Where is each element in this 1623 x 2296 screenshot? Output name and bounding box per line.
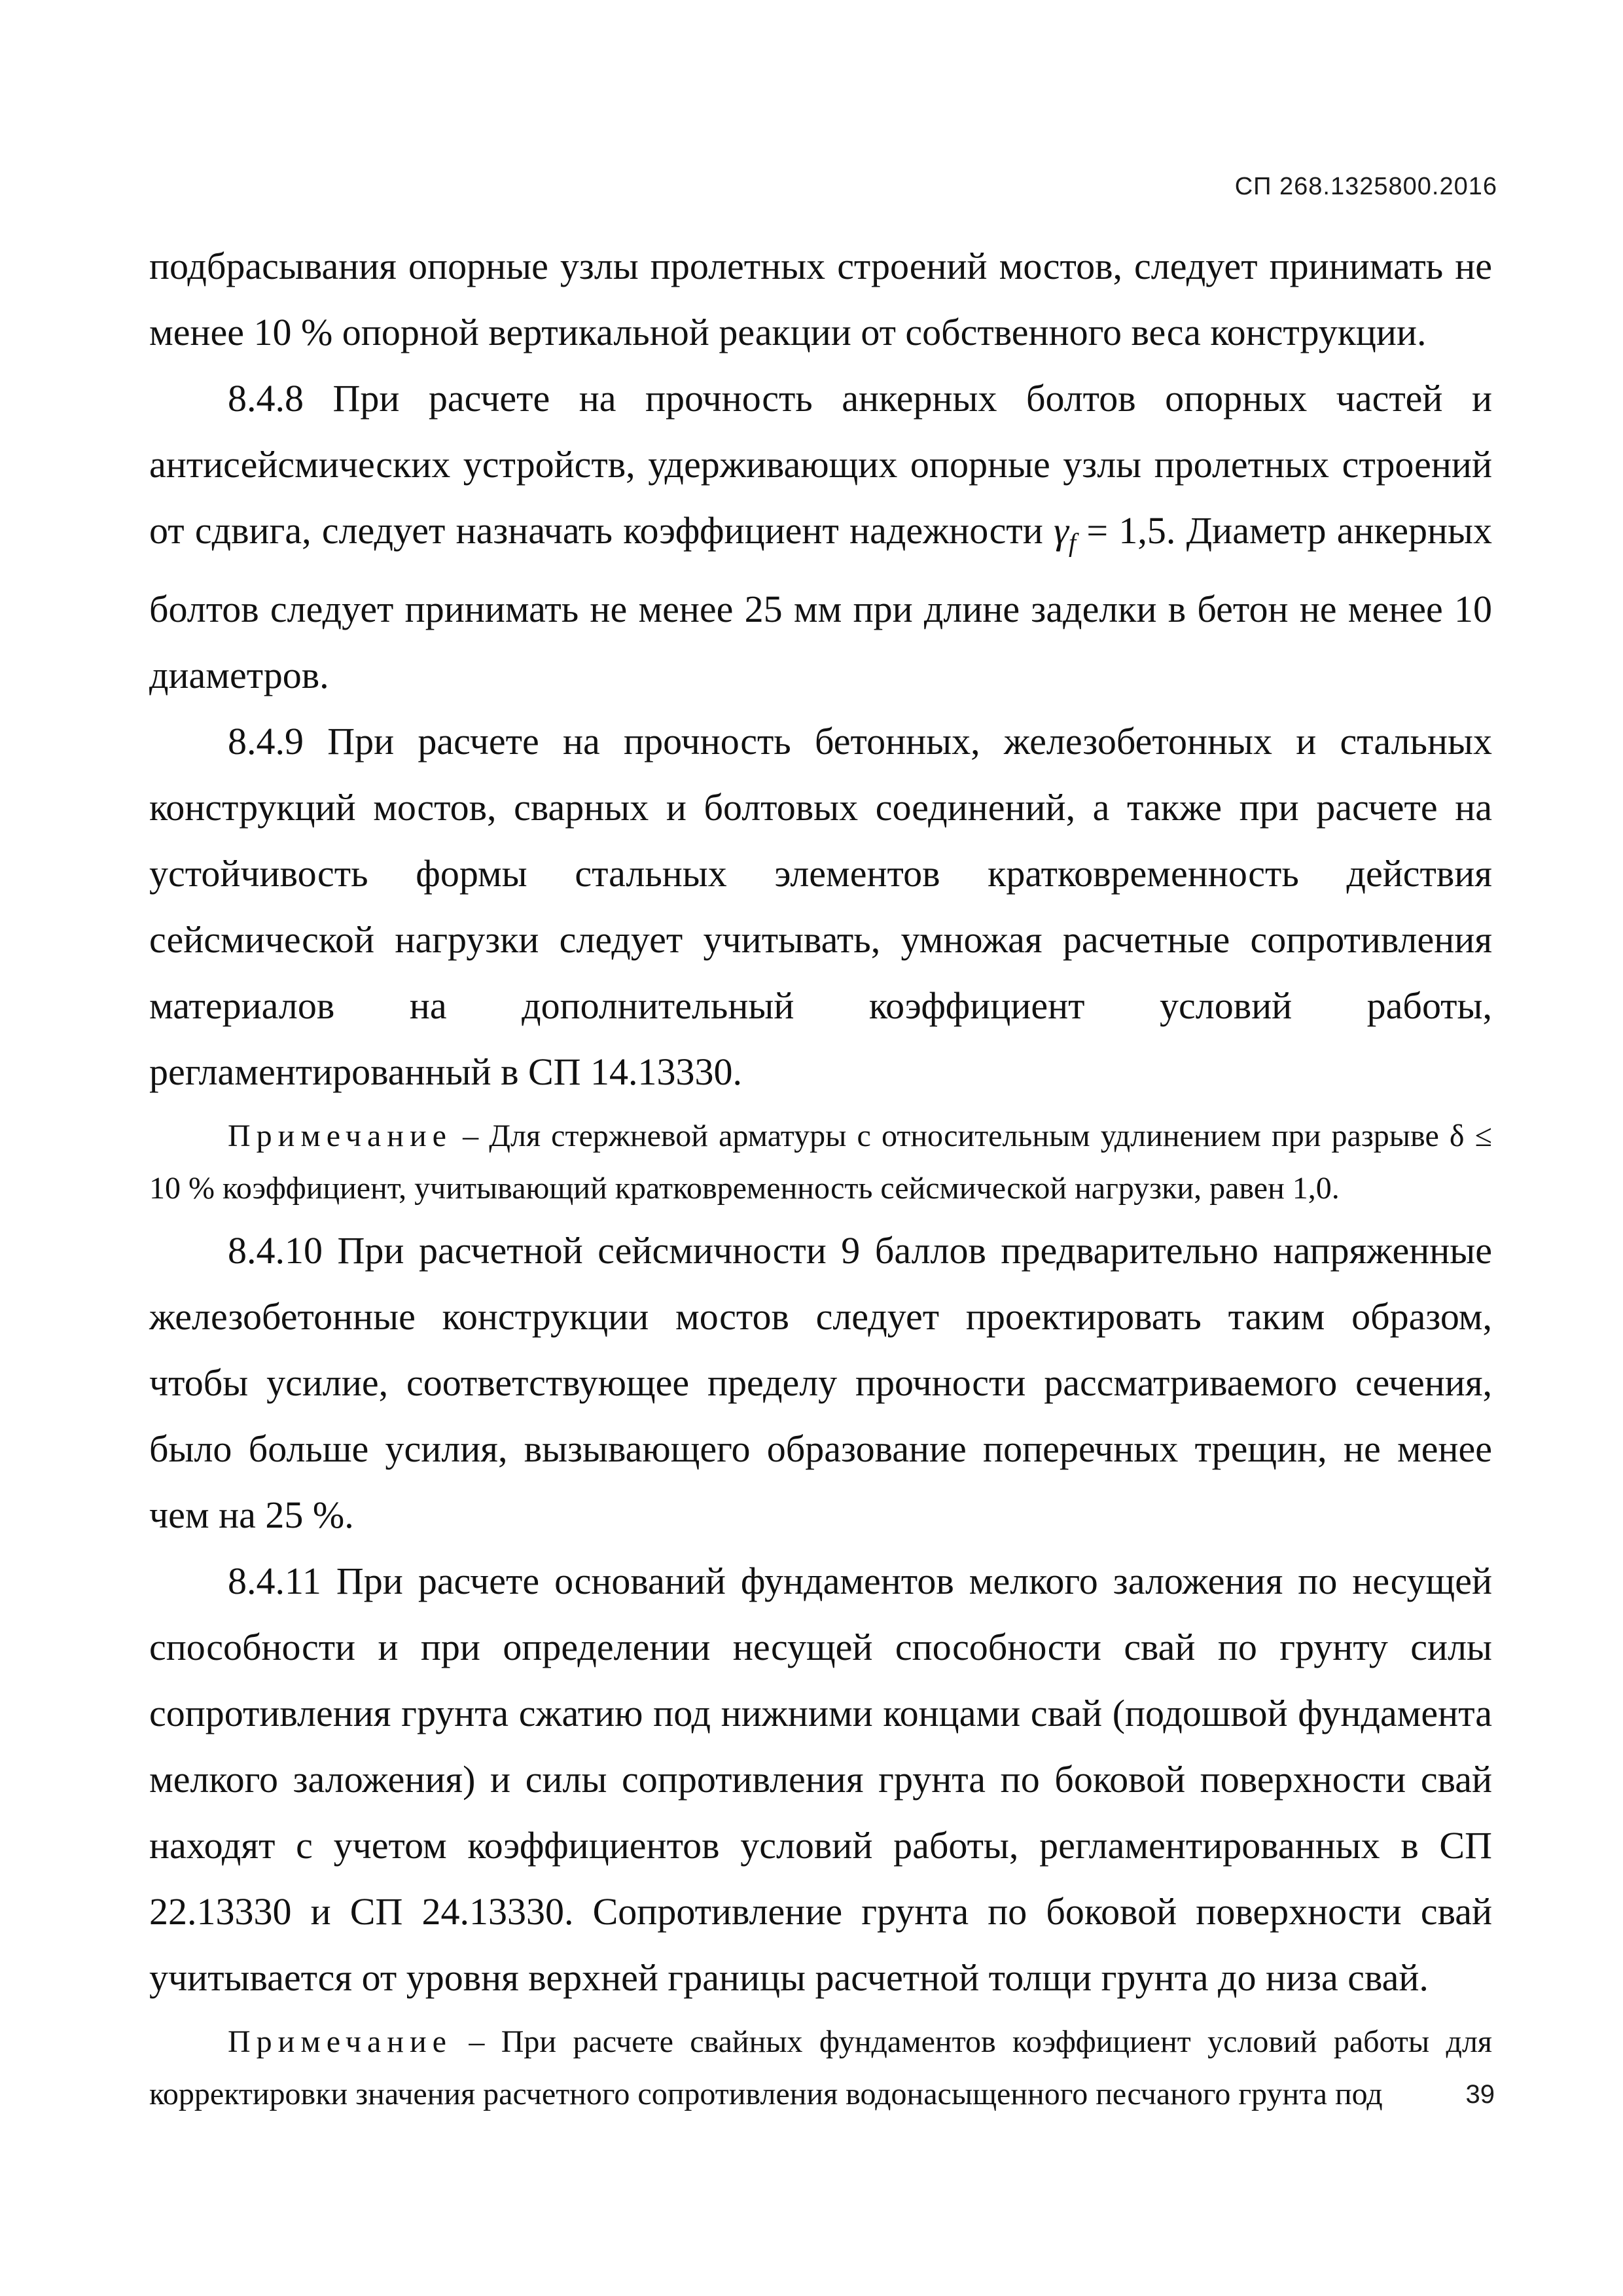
note-2 <box>149 2016 1492 2121</box>
paragraph-8-4-9: 8.4.9 При расчете на прочность бетонных, железобетонных и стальных конструкций мостов, сварных и болтовых соединений, а также при расчете на устойчивость формы стальных элементов кратковременность действия сейсмической нагрузки следует учитывать, умножая расчетные сопротивления материалов на дополнительный коэффициент условий работы, регламентированный в СП 14.13330. <box>149 719 1492 1093</box>
page-number: 39 <box>1465 2080 1495 2109</box>
note-1-text: – Для стержневой арматуры с относительным удлинением при разрыве δ ≤ 10 % коэффициент, учитывающий кратковременность сейсмической нагрузки, равен 1,0. <box>149 1118 1492 1206</box>
document-code: СП 268.1325800.2016 <box>1234 173 1497 200</box>
gamma-equation: = 1,5 <box>1076 509 1166 552</box>
paragraph-8-4-8-text-start: 8.4.8 При расчете на прочность анкерных болтов опорных частей и антисейсмических устройств, удерживающих опорные узлы пролетных строений от сдвига, следует назначать коэффициент надежности <box>149 377 1492 552</box>
gamma-symbol: γ <box>1054 509 1069 552</box>
paragraph-8-4-11: 8.4.11 При расчете оснований фундаментов мелкого заложения по несущей способности и при определении несущей способности свай по грунту силы сопротивления грунта сжатию под нижними концами свай (подошвой фундамента мелкого заложения) и силы сопротивления грунта по боковой поверхности свай находят с учетом коэффициентов условий работы, регламентированных в СП 22.13330 и СП 24.13330. Сопротивление грунта по боковой поверхности свай учитывается от уровня верхней границы расчетной толщи грунта до низа свай. <box>149 1559 1492 1999</box>
note-1 <box>149 1110 1492 1215</box>
note-1-label: Примечание <box>228 1118 452 1153</box>
document-body <box>149 233 1492 2123</box>
note-2-label: Примечание <box>228 2024 452 2059</box>
gamma-subscript: f <box>1068 528 1077 558</box>
paragraph-continuation: подбрасывания опорные узлы пролетных строений мостов, следует принимать не менее 10 % опорной вертикальной реакции от собственного веса конструкции. <box>149 245 1492 353</box>
paragraph-8-4-8-text-end: . Диаметр анкерных болтов следует принимать не менее 25 мм при длине заделки в бетон не менее 10 диаметров. <box>149 509 1492 696</box>
note-2-text: – При расчете свайных фундаментов коэффициент условий работы для корректировки значения расчетного сопротивления водонасыщенного песчаного грунта под <box>149 2024 1492 2111</box>
paragraph-8-4-8 <box>149 365 1492 708</box>
paragraph-8-4-10: 8.4.10 При расчетной сейсмичности 9 баллов предварительно напряженные железобетонные конструкции мостов следует проектировать таким образом, чтобы усилие, соответствующее пределу прочности рассматриваемого сечения, было больше усилия, вызывающего образование поперечных трещин, не менее чем на 25 %. <box>149 1229 1492 1536</box>
